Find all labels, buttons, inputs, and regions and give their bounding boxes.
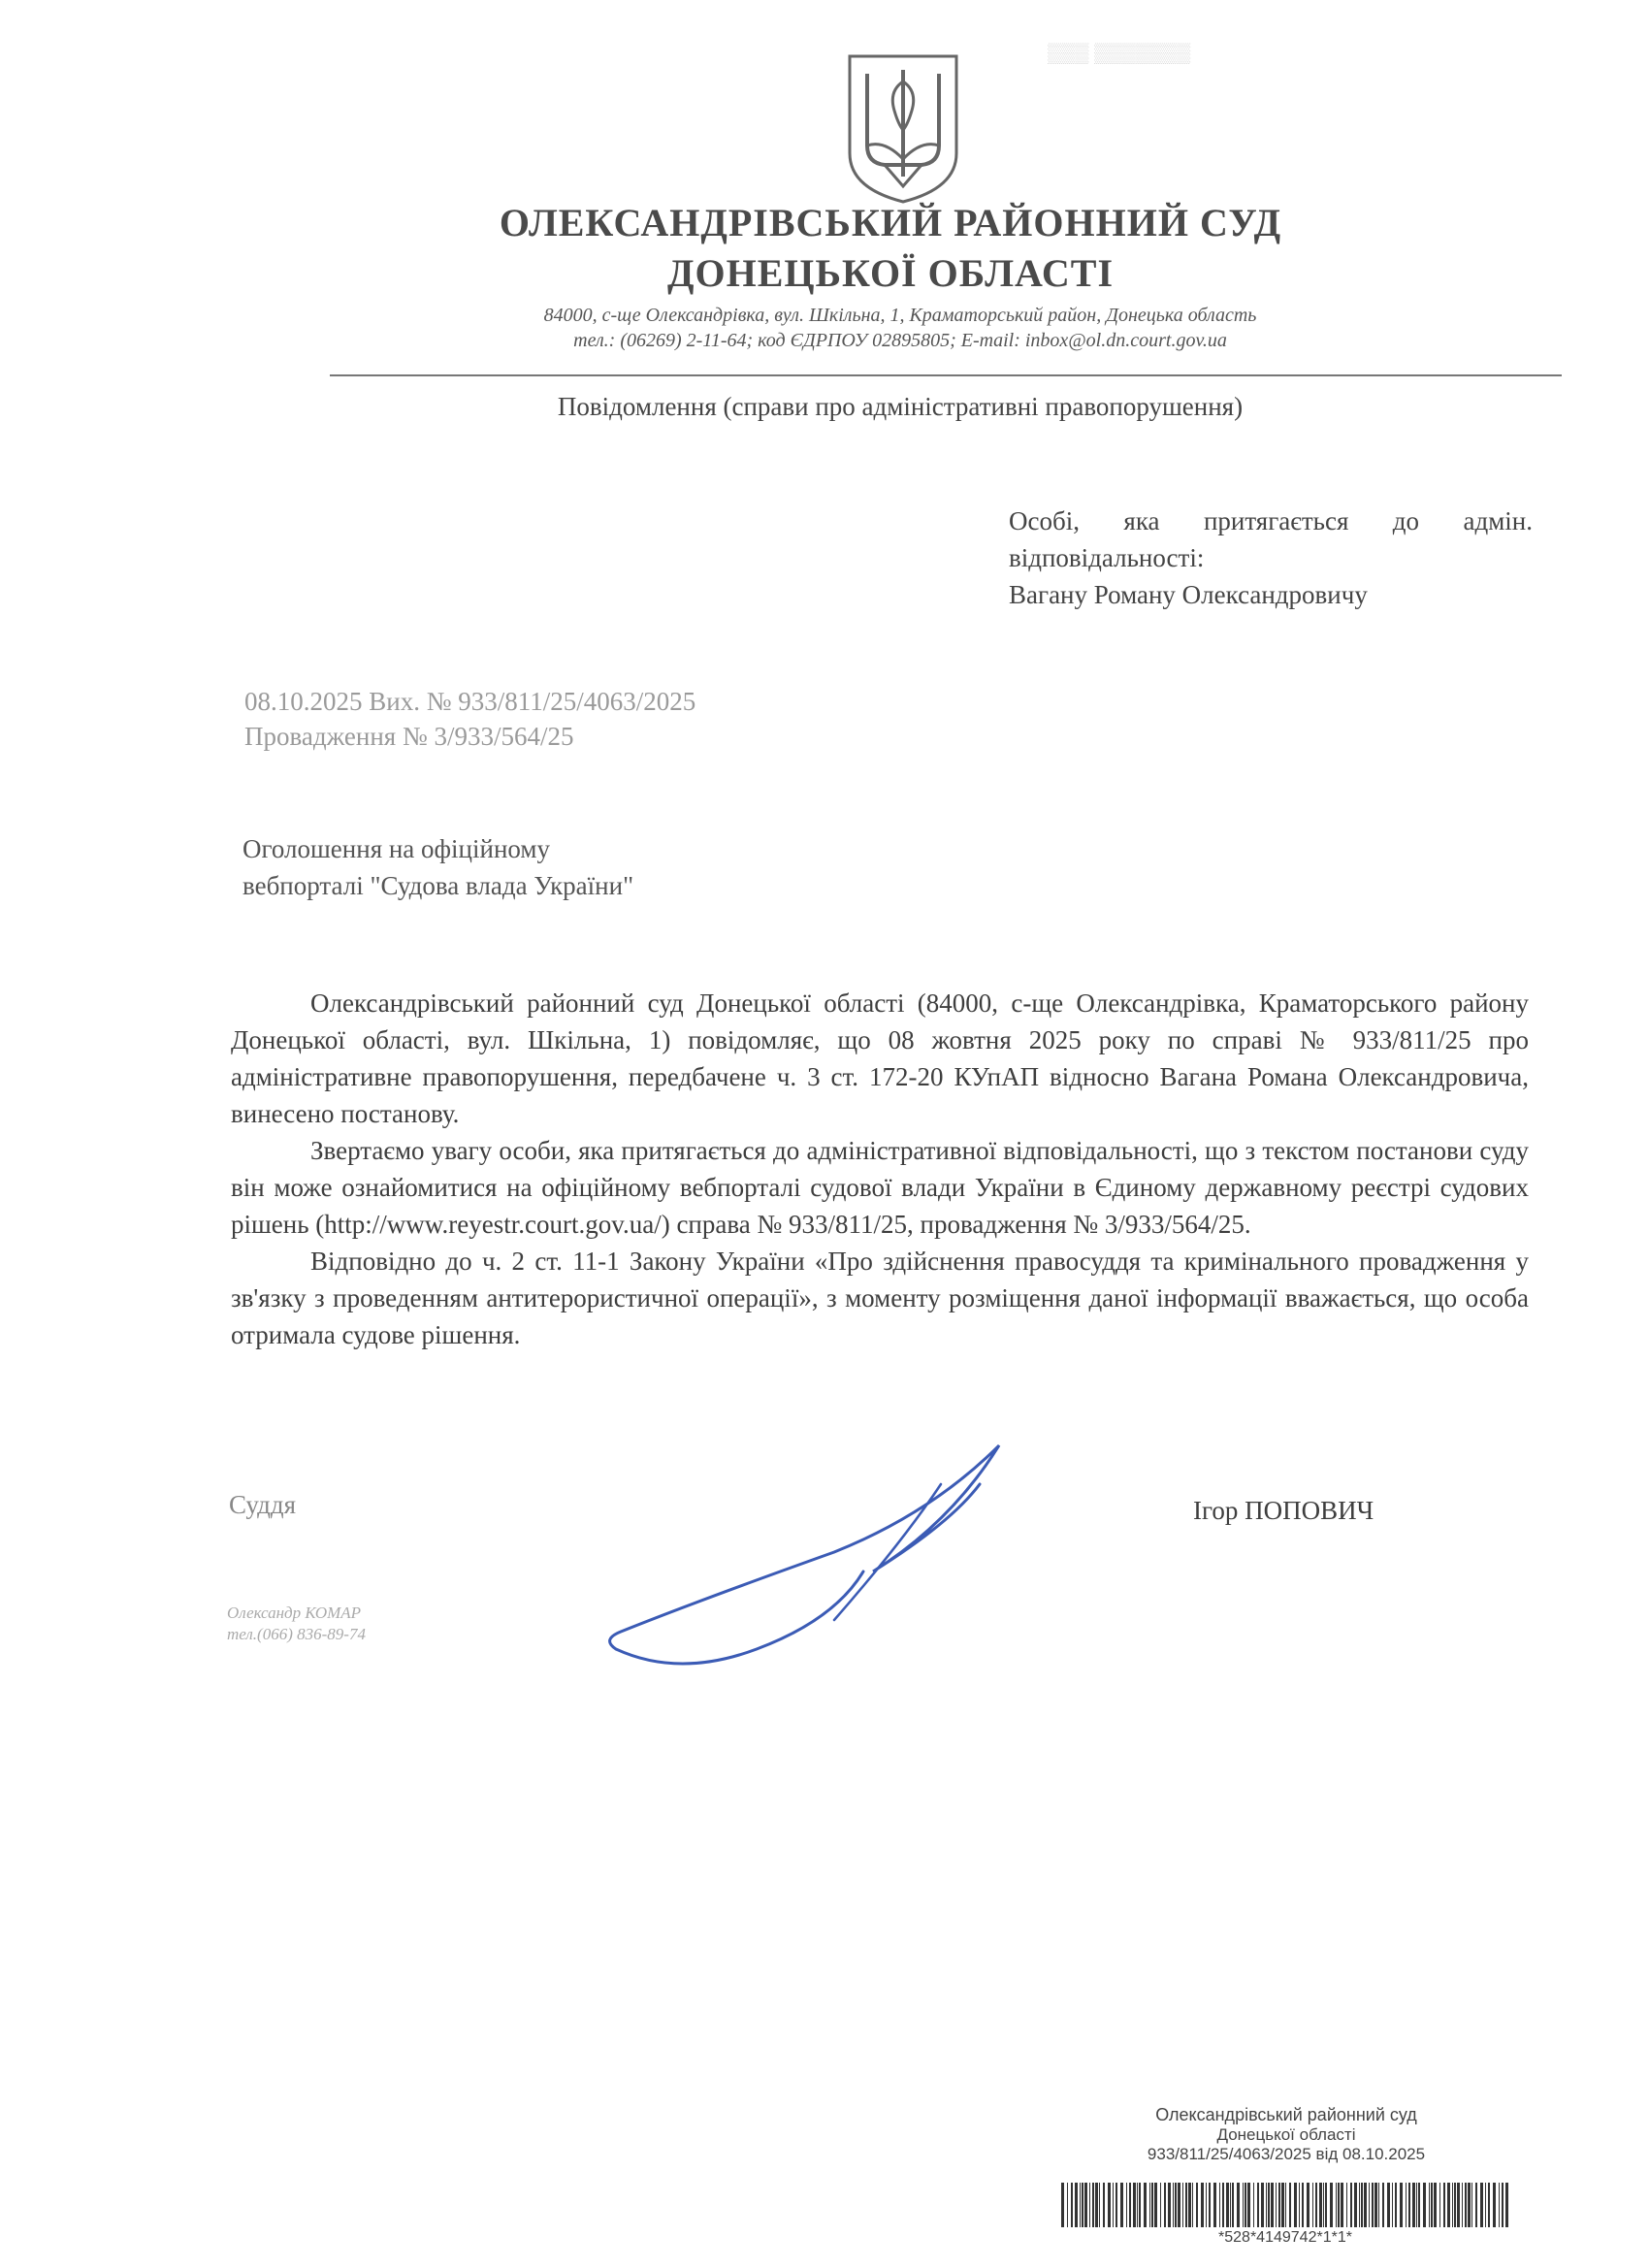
barcode-number: *528*4149742*1*1* [1218,2229,1352,2246]
proceeding-number: Провадження № 3/933/564/25 [244,722,574,751]
bleed-through-mark: ▒▒▒ ▒▒▒▒▒▒▒ [1048,43,1191,64]
notice-title: Повідомлення (справи про адміністративні правопорушення) [557,392,1244,421]
outgoing-reference: 08.10.2025 Вих. № 933/811/25/4063/2025 [244,687,696,716]
announcement-line2: вебпорталі "Судова влада України" [242,871,634,900]
judge-name: Ігор ПОПОВИЧ [1193,1496,1374,1525]
notice-body [231,985,1529,1353]
executor-name: Олександр КОМАР [227,1604,362,1622]
handwritten-signature [543,1407,1028,1717]
header-divider [330,374,1562,376]
body-paragraph-3: Відповідно до ч. 2 ст. 11-1 Закону України «Про здійснення правосуддя та кримінального провадження у зв'язку з проведенням антитерористичної операції», з моменту розміщення даної інформації вважається, що особа отримала судове рішення. [231,1247,1529,1349]
court-name-line1: ОЛЕКСАНДРІВСЬКИЙ РАЙОННИЙ СУД [499,201,1282,244]
announcement-line1: Оголошення на офіційному [242,834,550,863]
stamp-court-name: Олександрівський районний суд [1155,2105,1417,2124]
court-contacts: тел.: (06269) 2-11-64; код ЄДРПОУ 02895805; E-mail: inbox@ol.dn.court.gov.ua [573,330,1227,351]
addressee-name: Вагану Роману Олександровичу [1009,580,1368,609]
stamp-region: Донецької області [1216,2125,1356,2144]
addressee-line1: Особі, яка притягається до адмін. [1009,506,1533,535]
court-address: 84000, с-ще Олександрівка, вул. Шкільна, 1, Краматорський район, Донецька область [543,305,1257,326]
executor-phone: тел.(066) 836-89-74 [227,1625,366,1643]
judge-label: Суддя [229,1490,297,1519]
executor-info [227,1603,366,1645]
stamp-registration-number: 933/811/25/4063/2025 від 08.10.2025 [1147,2145,1426,2163]
body-paragraph-2: Звертаємо увагу особи, яка притягається до адміністративної відповідальності, що з текстом постанови суду він може ознайомитися на офіційному вебпорталі судової влади України в Єдиному державному реєстрі судових рішень (http://www.reyestr.court.gov.ua/) справа № 933/811/25, провадження № 3/933/564/25. [231,1136,1529,1239]
addressee-block [1009,502,1533,613]
body-paragraph-1: Олександрівський районний суд Донецької області (84000, с-ще Олександрівка, Краматорського району Донецької області, вул. Шкільна, 1) повідомляє, що 08 жовтня 2025 року по справі № 933/811/25 про адміністративне правопорушення, передбачене ч. 3 ст. 172-20 КУпАП відносно Вагана Романа Олександровича, винесено постанову. [231,988,1529,1128]
registration-stamp [1063,2105,1509,2164]
court-name-line2: ДОНЕЦЬКОЇ ОБЛАСТІ [666,251,1115,295]
coat-of-arms-emblem [846,52,960,206]
addressee-line2: відповідальності: [1009,543,1205,572]
barcode [1057,2183,1513,2227]
